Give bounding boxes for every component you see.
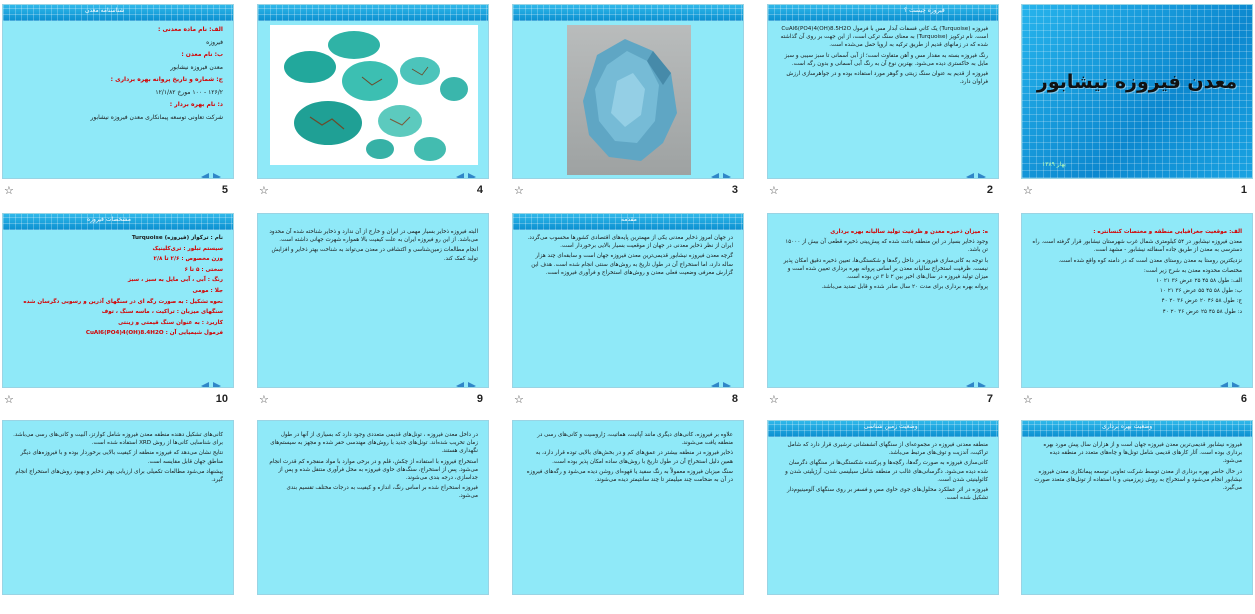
slide-number: 4	[476, 184, 483, 196]
text-line: با توجه به کانی‌سازی فیروزه در داخل رگه‌ها و شکستگی‌ها، تعیین ذخیره دقیق امکان پذیر نیست. ظرفیت استخراج سالیانه معدن بر اساس پروانه بهره برداری تعیین شده است و میزان تولید فیروزه در سال‌های اخیر بین ۲ تا ۳ تن بوده است.	[783, 257, 988, 281]
text-line: فیروزه استخراج شده بر اساس رنگ، اندازه و کیفیت به درجات مختلف تقسیم بندی می‌شود.	[286, 485, 478, 500]
slide-header-bar	[768, 421, 998, 437]
gems-icon	[270, 25, 478, 165]
slide-header-bar	[258, 5, 488, 21]
prev-arrow-icon[interactable]	[966, 173, 974, 179]
text-line: رنگ : آبی ، آبی مایل به سبز ، سبز	[127, 277, 223, 284]
text-line: علاوه بر فیروزه، کانی‌های دیگری مانند آپاتیت، هماتیت، ژاروسیت و کانی‌های رسی در منطقه یافت می‌شوند.	[537, 432, 733, 447]
text-line: در حال حاضر بهره برداری از معدن توسط شرکت تعاونی توسعه پیمانکاری معدن فیروزه نیشابور انجام می‌شود و استخراج به روش زیرزمینی و با استفاده از تونل‌های متعدد صورت می‌گیرد.	[1034, 468, 1242, 492]
text-line: فیروزه در اثر عملکرد محلول‌های جوی حاوی مس و فسفر بر روی سنگهای آلومینیوم‌دار تشکیل شده است.	[786, 487, 988, 502]
slide-7[interactable]	[767, 213, 999, 388]
slide-header: وضعیت بهره برداری	[1102, 423, 1153, 430]
slide-1[interactable]	[1021, 4, 1253, 179]
slide-thumb-4[interactable]	[257, 4, 489, 198]
slide-nav[interactable]	[197, 166, 225, 174]
slide-thumb-11[interactable]	[1021, 420, 1253, 614]
text-line: انجام مطالعات زمین‌شناسی و اکتشافی در معدن می‌تواند به شناخت بهتر ذخایر و افزایش تولید کمک کند.	[271, 247, 478, 262]
text-line: فرمول شیمیایی آن : CuAl6(PO4)4(OH)8.4H2O	[85, 330, 223, 337]
slide-body	[1032, 228, 1242, 371]
text-line: فیروزه	[206, 38, 223, 46]
text-line: وجود ذخایر بسیار در این منطقه باعث شده که پیش‌بینی ذخیره قطعی آن بیش از ۱۵۰۰۰ تن باشد.	[785, 239, 988, 254]
prev-arrow-icon[interactable]	[711, 382, 719, 388]
slide-header-bar	[513, 5, 743, 21]
text-line: ج: طول ۵۸ ۴۶ ۲۰ عرض ۳۶ ۲۰ ۴۰	[1161, 298, 1242, 305]
prev-arrow-icon[interactable]	[456, 382, 464, 388]
slide-9[interactable]	[257, 213, 489, 388]
text-line: وزن مخصوص : ۲/۶ تا ۲/۸	[153, 256, 223, 263]
text-line: ۱۲۶/۲ - ۱۰۰ مورخ ۱۲/۱/۸۲	[155, 88, 223, 96]
slide-subtitle: بهار ۱۳۸۹	[1042, 161, 1066, 168]
text-line: معدن فیروزه نیشابور	[170, 63, 223, 71]
slide-thumb-6[interactable]	[1021, 213, 1253, 407]
slide-thumb-14[interactable]	[257, 420, 489, 614]
slide-nav[interactable]	[452, 375, 480, 383]
next-arrow-icon[interactable]	[1232, 382, 1240, 388]
slide-header-bar	[1022, 421, 1252, 437]
slide-header-bar	[513, 214, 743, 230]
slide-nav[interactable]	[197, 375, 225, 383]
slide-13[interactable]	[512, 420, 744, 595]
star-icon[interactable]: ☆	[1023, 393, 1033, 406]
text-line: سنگ میزبان فیروزه معمولاً به رنگ سفید یا قهوه‌ای روشن دیده می‌شود و رگه‌های فیروزه در آن به ضخامت چند میلیمتر تا چند سانتیمتر دیده می‌شوند.	[526, 468, 733, 484]
slide-header: مشخصات فیروزه	[87, 216, 131, 223]
slide-body	[268, 228, 478, 371]
slide-header-bar	[768, 5, 998, 21]
rough-stone-icon	[567, 25, 691, 175]
slide-number: 1	[1240, 184, 1247, 196]
text-line: پیشنهاد می‌شود مطالعات تکمیلی برای ارزیابی بهتر ذخایر و بهبود روش‌های استخراج انجام گیرد.	[15, 468, 223, 484]
star-icon[interactable]: ☆	[259, 184, 269, 197]
text-line: ج: شماره و تاریخ پروانه بهره برداری :	[110, 76, 223, 83]
slide-header-bar	[3, 5, 233, 21]
star-icon[interactable]: ☆	[769, 184, 779, 197]
slide-14[interactable]	[257, 420, 489, 595]
slide-5[interactable]	[2, 4, 234, 179]
star-icon[interactable]: ☆	[514, 184, 524, 197]
text-line: ذخایر فیروزه در منطقه بیشتر در عمق‌های کم و در بخش‌های بالایی توده قرار دارد، به همین دلیل استخراج آن در طول تاریخ با روش‌های ساده امکان پذیر بوده است.	[535, 450, 733, 465]
text-line: ب: نام معدن :	[181, 51, 223, 58]
slide-number: 8	[731, 393, 738, 405]
slide-thumb-9[interactable]	[257, 213, 489, 407]
text-line: کانی‌های تشکیل دهنده منطقه معدن فیروزه شامل کوارتز، آلبیت و کانی‌های رسی می‌باشد. برای شناسایی کانی‌ها از روش XRD استفاده شده است.	[13, 432, 223, 447]
text-line: در داخل معدن فیروزه ، تونل‌های قدیمی متعددی وجود دارد که بسیاری از آنها در طول زمان تخریب شده‌اند. تونل‌های جدید با روش‌های مهندسی حفر شده و مجهز به سیستم‌های نگهداری هستند.	[270, 432, 478, 455]
text-line: گرچه معدن فیروزه نیشابور قدیمی‌ترین معدن فیروزه جهان است و سابقه‌ای چند هزار ساله دارد، اما استخراج آن در طول تاریخ به روش‌های سنتی انجام شده است. هدف این گزارش معرفی وضعیت فعلی معدن و روش‌های استخراج و فرآوری فیروزه است.	[531, 253, 733, 276]
slide-nav[interactable]	[452, 166, 480, 174]
prev-arrow-icon[interactable]	[966, 382, 974, 388]
slide-body	[523, 431, 733, 578]
slide-thumb-1[interactable]	[1021, 4, 1253, 198]
text-line: پروانه بهره برداری برای مدت ۲۰ سال صادر شده و قابل تمدید می‌باشد.	[821, 284, 988, 291]
slide-10[interactable]	[2, 213, 234, 388]
text-line: فیروزه نیشابور قدیمی‌ترین معدن فیروزه جهان است و از هزاران سال پیش مورد بهره برداری بوده است. آثار کارهای قدیمی شامل تونل‌ها و چاه‌های متعدد در منطقه دیده می‌شود.	[1043, 442, 1242, 465]
text-line: نحوه تشکیل : به صورت رگه ای در سنگهای آذرین و رسوبی دگرسان شده	[23, 298, 223, 305]
text-line: الف: نام ماده معدنی :	[158, 26, 223, 33]
text-line: سختی : ۵ تا ۶	[184, 266, 223, 273]
slide-3[interactable]	[512, 4, 744, 179]
text-line: نتایج نشان می‌دهد که فیروزه منطقه از کیفیت بالایی برخوردار بوده و با فیروزه‌های دیگر مناطق جهان قابل مقایسه است.	[20, 450, 223, 465]
text-line: جلا : مومی	[192, 287, 223, 294]
star-icon[interactable]: ☆	[259, 393, 269, 406]
text-line: سیستم تبلور : تری‌کلینیک	[152, 245, 223, 252]
text-line: مختصات محدوده معدن به شرح زیر است:	[1143, 267, 1242, 274]
slide-nav[interactable]	[707, 375, 735, 383]
slide-number: 6	[1240, 393, 1247, 405]
next-arrow-icon[interactable]	[468, 173, 476, 179]
slide-body	[523, 234, 733, 371]
text-line: معدن فیروزه نیشابور در ۵۴ کیلومتری شمال غرب شهرستان نیشابور قرار گرفته است. راه دسترسی به معدن از طریق جاده آسفالته نیشابور - مشهد است.	[1032, 239, 1242, 254]
slide-thumb-15[interactable]	[2, 420, 234, 614]
text-line: د: نام بهره بردار :	[169, 101, 223, 108]
slide-header: شناسنامه معدن	[85, 7, 125, 14]
prev-arrow-icon[interactable]	[711, 173, 719, 179]
slide-header: مقدمه	[621, 216, 637, 223]
slide-thumb-10[interactable]	[2, 213, 234, 407]
text-line: فیروزه (Turquoise) یک کانیِ فسفات آبدار مس با فرمول CuAl6(PO4)4(OH)8.5H2O است. نام ترکویز (Turquoise) به معنای سنگ ترکی است، از این جهت بر روی آن گذاشته شده که در زمانهای قدیم از طریق ترکیه به اروپا حمل می‌شده است.	[780, 26, 988, 49]
slide-nav[interactable]	[962, 375, 990, 383]
text-line: در جهان امروز ذخایر معدنی یکی از مهمترین پایه‌های اقتصادی کشورها محسوب می‌گردد. ایران از نظر ذخایر معدنی در جهان از موقعیت بسیار بالایی برخوردار است.	[527, 235, 733, 250]
slide-2[interactable]	[767, 4, 999, 179]
slide-header: وضعیت زمین شناسی	[864, 423, 918, 430]
slide-title: معدن فیروزه نیشابور	[1036, 71, 1238, 93]
next-arrow-icon[interactable]	[978, 173, 986, 179]
prev-arrow-icon[interactable]	[1220, 382, 1228, 388]
next-arrow-icon[interactable]	[978, 382, 986, 388]
text-line: کانی‌سازی فیروزه به صورت رگه‌ها، رگچه‌ها و پرکننده شکستگی‌ها در سنگهای دگرسان شده دیده می‌شود. دگرسانی‌های غالب در منطقه شامل سیلیسی شدن، آرژیلیتی شدن و کائولینیتی شدن است.	[785, 460, 988, 483]
next-arrow-icon[interactable]	[213, 173, 221, 179]
next-arrow-icon[interactable]	[468, 382, 476, 388]
text-line: رنگ فیروزه بسته به مقدار مس و آهن متفاوت است؛ از آبی آسمانی تا سبز سیبی و سبز مایل به خاکستری دیده می‌شود. بهترین نوع آن به رنگ آبی آسمانی و بدون رگه است.	[784, 52, 988, 67]
next-arrow-icon[interactable]	[213, 382, 221, 388]
text-line: د: طول ۵۸ ۴۵ ۲۵ عرض ۳۶ ۲۰ ۴۰	[1162, 308, 1242, 315]
prev-arrow-icon[interactable]	[456, 173, 464, 179]
slide-nav[interactable]	[962, 166, 990, 174]
slide-number: 9	[476, 393, 483, 405]
slide-header: فیروزه چیست ؟	[904, 7, 945, 14]
slide-thumb-2[interactable]	[767, 4, 999, 198]
slide-thumb-7[interactable]	[767, 213, 999, 407]
next-arrow-icon[interactable]	[723, 173, 731, 179]
prev-arrow-icon[interactable]	[201, 173, 209, 179]
slide-body	[13, 25, 223, 162]
slide-11[interactable]	[1021, 420, 1253, 595]
text-line: استخراج فیروزه با استفاده از چکش، قلم و در برخی موارد با مواد منفجره کم قدرت انجام می‌شود. پس از استخراج، سنگ‌های حاوی فیروزه به محل فرآوری منتقل شده و پس از جداسازی، درجه بندی می‌شوند.	[269, 458, 478, 482]
slide-number: 7	[986, 393, 993, 405]
text-line: البته فیروزه ذخایر بسیار مهمی در ایران و خارج از آن ندارد و ذخایر شناخته شده آن محدود می‌باشد. از این رو فیروزه ایران به علت کیفیت بالا همواره شهرت جهانی داشته است.	[269, 229, 478, 244]
star-icon[interactable]: ☆	[769, 393, 779, 406]
slide-nav[interactable]	[1216, 375, 1244, 383]
star-icon[interactable]: ☆	[514, 393, 524, 406]
slide-body	[13, 431, 223, 578]
slide-body	[268, 431, 478, 578]
text-line: الف: طول ۵۸ ۴۵ ۲۵ عرض ۳۶ ۲۱ ۱۰	[1156, 278, 1242, 285]
text-line: منطقه معدنی فیروزه در مجموعه‌ای از سنگهای آتشفشانی ترشیری قرار دارد که شامل تراکیت، آندزیت و توف‌های مرتبط می‌باشد.	[787, 442, 988, 457]
slide-thumb-13[interactable]	[512, 420, 744, 614]
slide-4[interactable]	[257, 4, 489, 179]
prev-arrow-icon[interactable]	[201, 382, 209, 388]
slide-thumb-3[interactable]	[512, 4, 744, 198]
text-line: فیروزه از قدیم به عنوان سنگ زینتی و گوهر مورد استفاده بوده و در جواهرسازی ارزش فراوان دارد.	[786, 71, 988, 86]
text-line: نزدیکترین روستا به معدن روستای معدن است که در دامنه کوه واقع شده است.	[1058, 257, 1242, 264]
slide-6[interactable]	[1021, 213, 1253, 388]
slide-number: 10	[215, 393, 228, 405]
slide-12[interactable]	[767, 420, 999, 595]
slide-number: 5	[221, 184, 228, 196]
star-icon[interactable]: ☆	[4, 184, 14, 197]
next-arrow-icon[interactable]	[723, 382, 731, 388]
slide-body	[13, 234, 223, 371]
star-icon[interactable]: ☆	[4, 393, 14, 406]
text-line: الف: موقعیت جغرافیایی منطقه و مختصات کنسانتره :	[1093, 229, 1242, 235]
slide-nav[interactable]	[707, 166, 735, 174]
text-line: ه: میزان ذخیره معدن و ظرفیت تولید سالیانه بهره برداری	[830, 229, 988, 235]
slide-body	[778, 25, 988, 162]
text-line: نام : ترکواز (فیروزه) Turquoise	[131, 235, 223, 241]
text-line: ب: طول ۵۸ ۴۵ ۵۵ عرض ۳۶ ۲۱ ۱۰	[1159, 288, 1242, 295]
text-line: سنگهای میزبان : تراکیت ، ماسه سنگ ، توف	[101, 309, 223, 316]
slide-number: 3	[731, 184, 738, 196]
slide-thumb-8[interactable]	[512, 213, 744, 407]
slide-header-bar	[3, 214, 233, 230]
slide-body	[778, 441, 988, 578]
slide-body	[778, 228, 988, 371]
slide-15[interactable]	[2, 420, 234, 595]
slide-8[interactable]	[512, 213, 744, 388]
star-icon[interactable]: ☆	[1023, 184, 1033, 197]
turquoise-gems-image	[270, 25, 478, 165]
slide-thumb-5[interactable]	[2, 4, 234, 198]
text-line: کاربرد : به عنوان سنگ قیمتی و زینتی	[118, 319, 223, 326]
slide-thumb-12[interactable]	[767, 420, 999, 614]
text-line: شرکت تعاونی توسعه پیمانکاری معدن فیروزه نیشابور	[90, 113, 223, 121]
slide-body	[1032, 441, 1242, 578]
rough-turquoise-image	[567, 25, 691, 175]
slide-number: 2	[986, 184, 993, 196]
